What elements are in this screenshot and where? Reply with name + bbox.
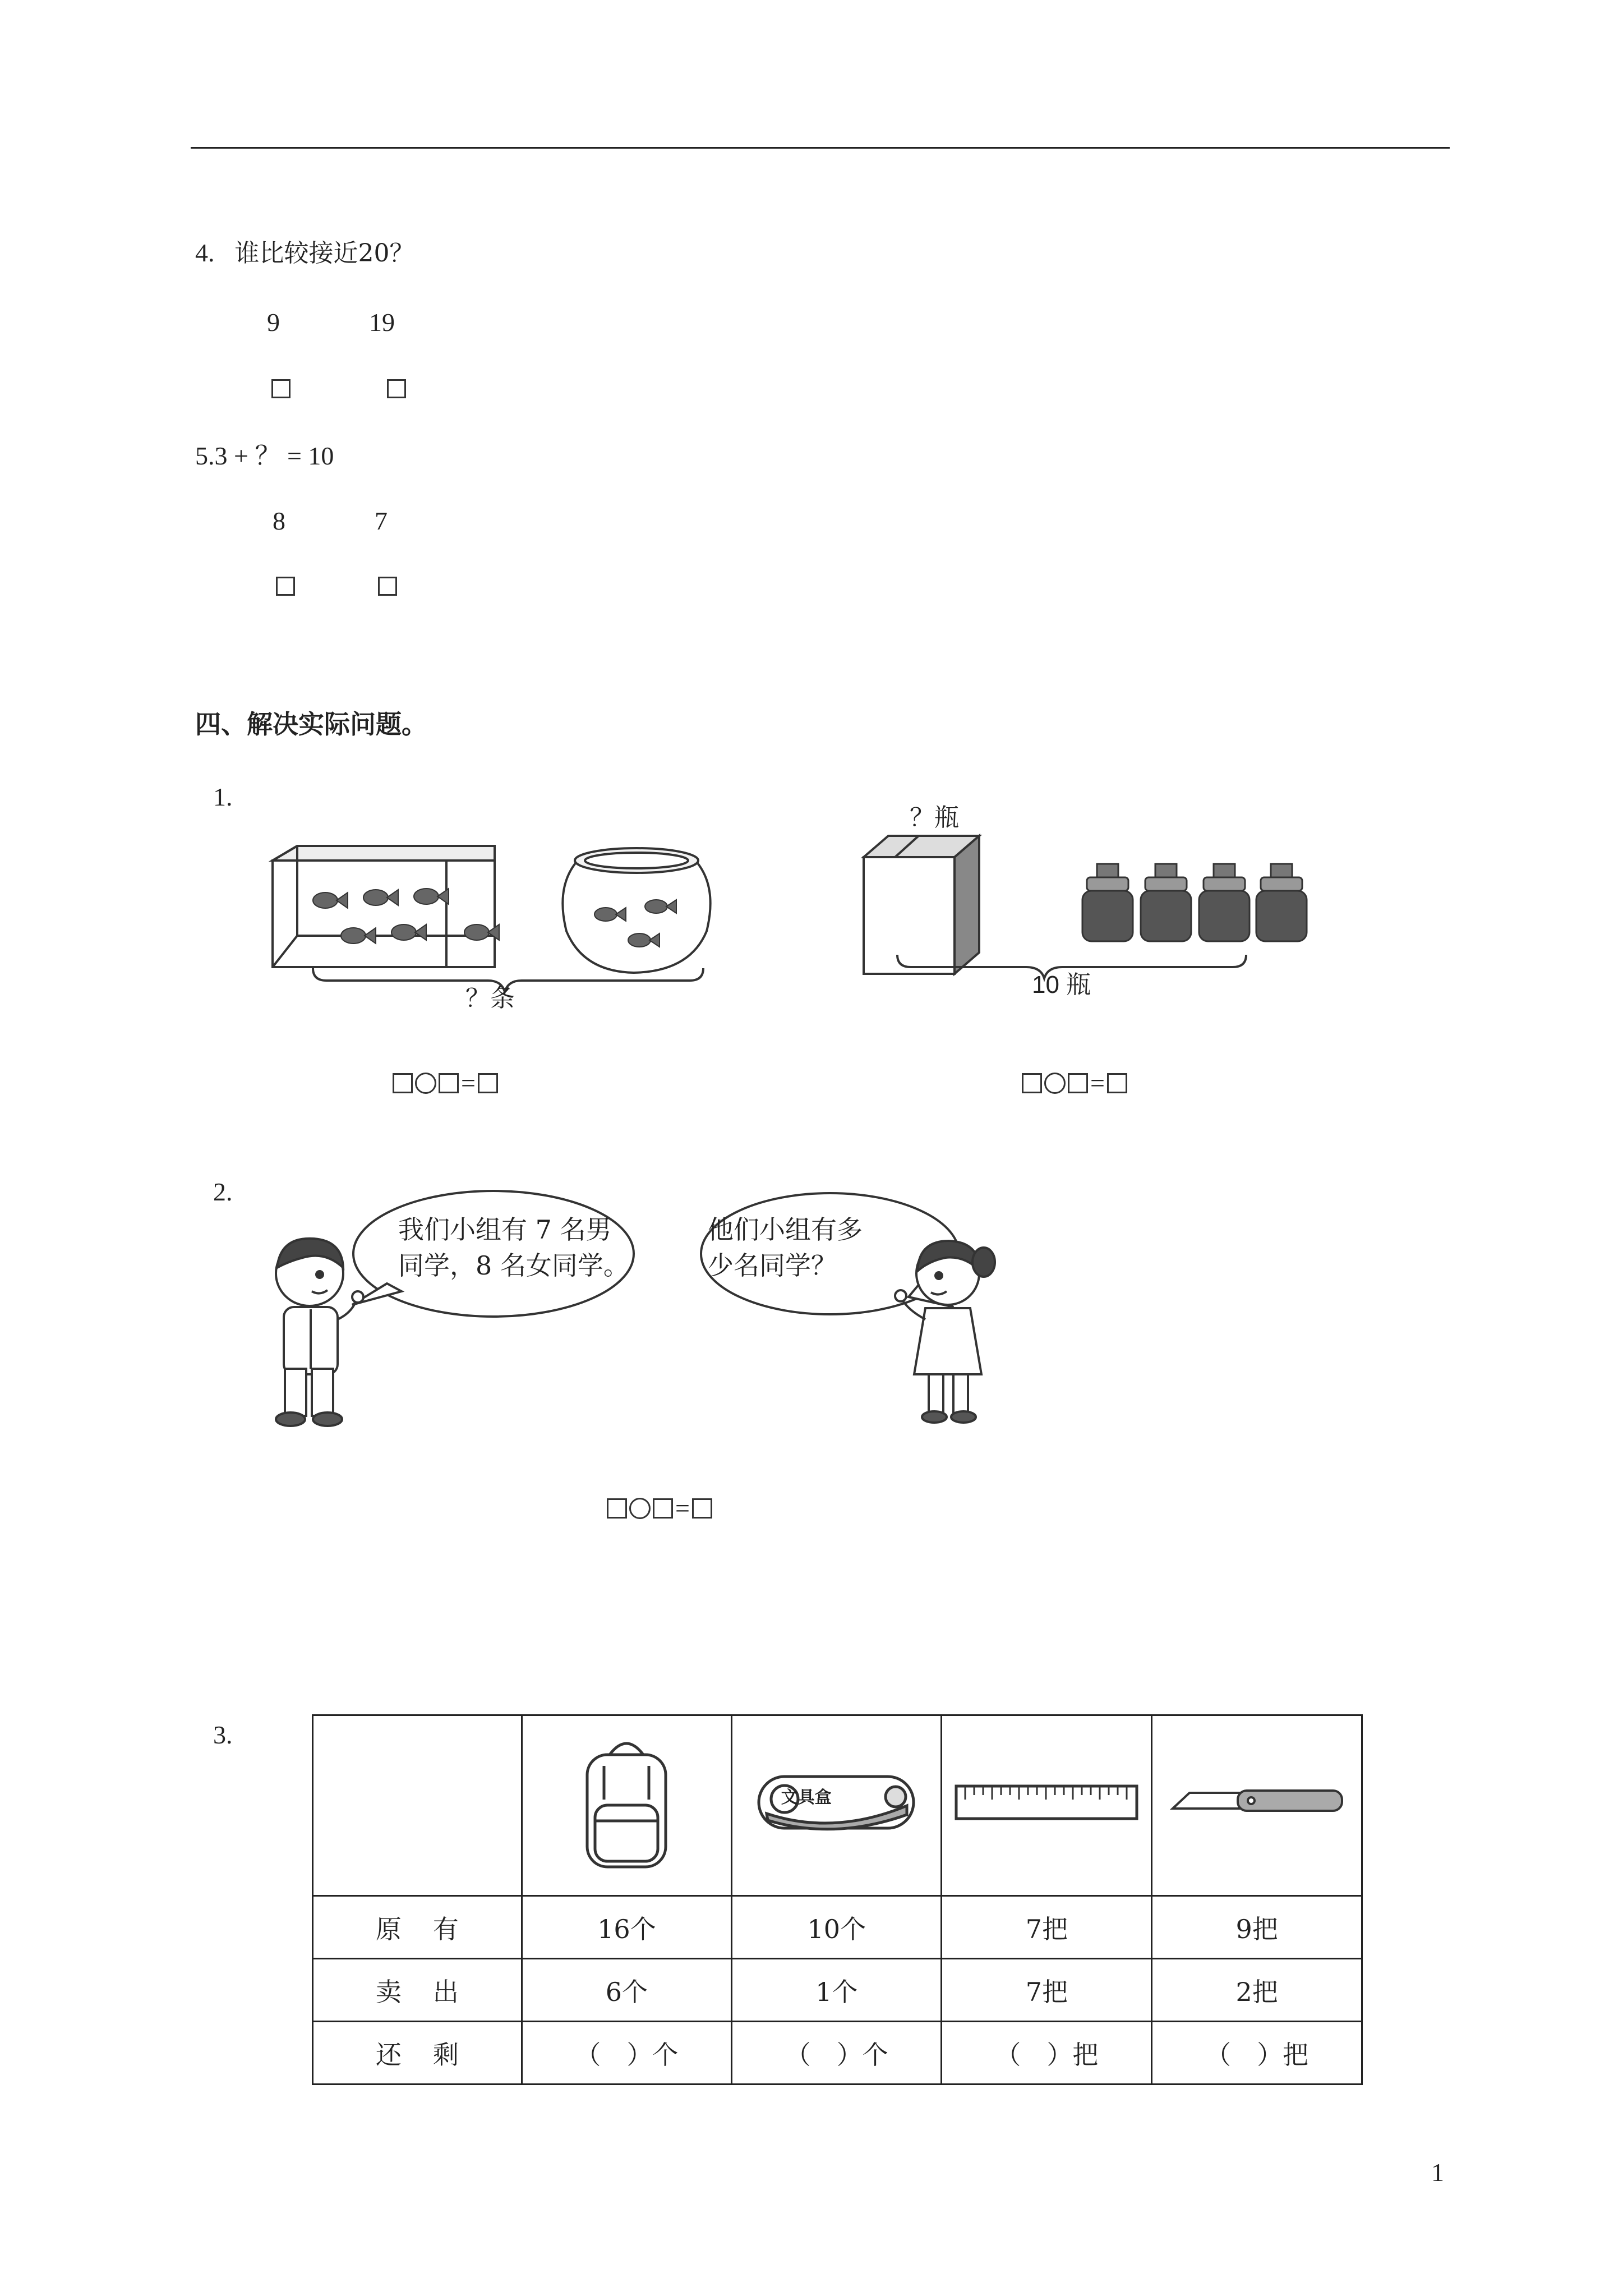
table-row-remaining: [313, 2022, 1362, 2085]
fish-brace-label: ？条: [465, 984, 515, 1013]
bottle-top-label: ？瓶: [910, 803, 959, 832]
question-5: [195, 443, 334, 469]
fish-bowl-icon: [562, 848, 710, 973]
table-row-sold: [313, 1959, 1362, 2022]
knife-icon: [1167, 1783, 1347, 1822]
original-knife: 9把: [1152, 1896, 1362, 1959]
pencil-case-cell: [731, 1715, 942, 1896]
question-5-text: 3 + ？ = 10: [214, 441, 334, 470]
table-corner-cell: [313, 1715, 522, 1896]
students-equation-equals: =: [675, 1494, 690, 1522]
row-label-original: 原有: [313, 1896, 522, 1959]
fish-equation-box-1[interactable]: [393, 1073, 413, 1093]
question-5-number: 5.: [195, 441, 215, 470]
remaining-backpack[interactable]: （ ）个: [522, 2022, 731, 2085]
sold-backpack: 6个: [522, 1959, 731, 2022]
fish-tank-icon: [273, 846, 495, 967]
q5-checkbox-a[interactable]: [276, 577, 295, 596]
boy-speech-line-1: 我们小组有 7 名男: [398, 1214, 612, 1245]
original-pencil-case: 10个: [731, 1896, 942, 1959]
section-4-title: 四、解决实际问题。: [195, 709, 427, 739]
q4-checkbox-a[interactable]: [271, 379, 291, 398]
children-dialogue-illustration: [258, 1189, 1043, 1470]
students-equation-result-box[interactable]: [692, 1498, 712, 1519]
problem-3-label: 3.: [213, 1720, 233, 1749]
sold-pencil-case: 1个: [731, 1959, 942, 2022]
remaining-knife[interactable]: （ ）把: [1152, 2022, 1362, 2085]
fish-equation-box-2[interactable]: [439, 1073, 459, 1093]
stationery-table: [312, 1714, 1363, 2085]
problem-1-label: 1.: [213, 783, 233, 811]
page-number: 1: [1431, 2158, 1444, 2187]
original-ruler: 7把: [942, 1896, 1152, 1959]
fish-equation-result-box[interactable]: [478, 1073, 498, 1093]
row-label-sold: 卖出: [313, 1959, 522, 2022]
sold-ruler: 7把: [942, 1959, 1152, 2022]
remaining-pencil-case[interactable]: （ ）个: [731, 2022, 942, 2085]
row-label-remaining: 还剩: [313, 2022, 522, 2085]
header-rule: [191, 147, 1450, 149]
table-row-original: [313, 1896, 1362, 1959]
girl-speech-line-2: 少名同学？: [708, 1250, 837, 1281]
backpack-cell: [522, 1715, 731, 1896]
fish-equation-operator-circle[interactable]: [415, 1073, 436, 1094]
q5-option-b: 7: [375, 507, 388, 535]
boy-speech-line-2: 同学，8 名女同学。: [398, 1250, 629, 1281]
question-4: [195, 240, 414, 266]
pencil-case-label: 文具盒: [781, 1788, 832, 1807]
ruler-icon: [954, 1783, 1139, 1822]
q4-option-b: 19: [369, 308, 395, 337]
pencil-case-icon: [755, 1769, 918, 1836]
students-equation-operator-circle[interactable]: [629, 1498, 651, 1519]
q5-option-a: 8: [273, 507, 285, 535]
original-backpack: 16个: [522, 1896, 731, 1959]
bottle-equation-box-2[interactable]: [1068, 1073, 1088, 1093]
question-4-number: 4.: [195, 238, 215, 267]
bottle-brace-label: 10 瓶: [1032, 971, 1091, 999]
q5-checkbox-b[interactable]: [378, 577, 397, 596]
remaining-ruler[interactable]: （ ）把: [942, 2022, 1152, 2085]
fish-equation: [393, 1068, 498, 1098]
q4-option-a: 9: [267, 308, 280, 337]
bottle-equation-equals: =: [1090, 1069, 1105, 1097]
girl-speech-line-1: 他们小组有多: [708, 1214, 863, 1245]
table-header-row: [313, 1715, 1362, 1896]
bottle-equation-result-box[interactable]: [1107, 1073, 1127, 1093]
bottle-equation: [1022, 1068, 1127, 1098]
boy-figure-icon: [276, 1239, 363, 1426]
bottle-equation-operator-circle[interactable]: [1044, 1073, 1066, 1094]
fish-equation-equals: =: [461, 1069, 476, 1097]
students-equation-box-2[interactable]: [653, 1498, 673, 1519]
question-4-text: 谁比较接近20？: [234, 239, 414, 268]
knife-cell: [1152, 1715, 1362, 1896]
q4-checkbox-b[interactable]: [387, 379, 406, 398]
ink-bottles: [1082, 864, 1307, 941]
sold-knife: 2把: [1152, 1959, 1362, 2022]
ruler-cell: [942, 1715, 1152, 1896]
boy-speech-text: [398, 1212, 629, 1283]
bottle-equation-box-1[interactable]: [1022, 1073, 1042, 1093]
box-icon: [864, 836, 979, 974]
students-equation-box-1[interactable]: [607, 1498, 627, 1519]
students-equation: [607, 1493, 712, 1523]
problem-2-label: 2.: [213, 1177, 233, 1206]
girl-speech-text: [708, 1212, 863, 1283]
backpack-icon: [570, 1732, 683, 1872]
